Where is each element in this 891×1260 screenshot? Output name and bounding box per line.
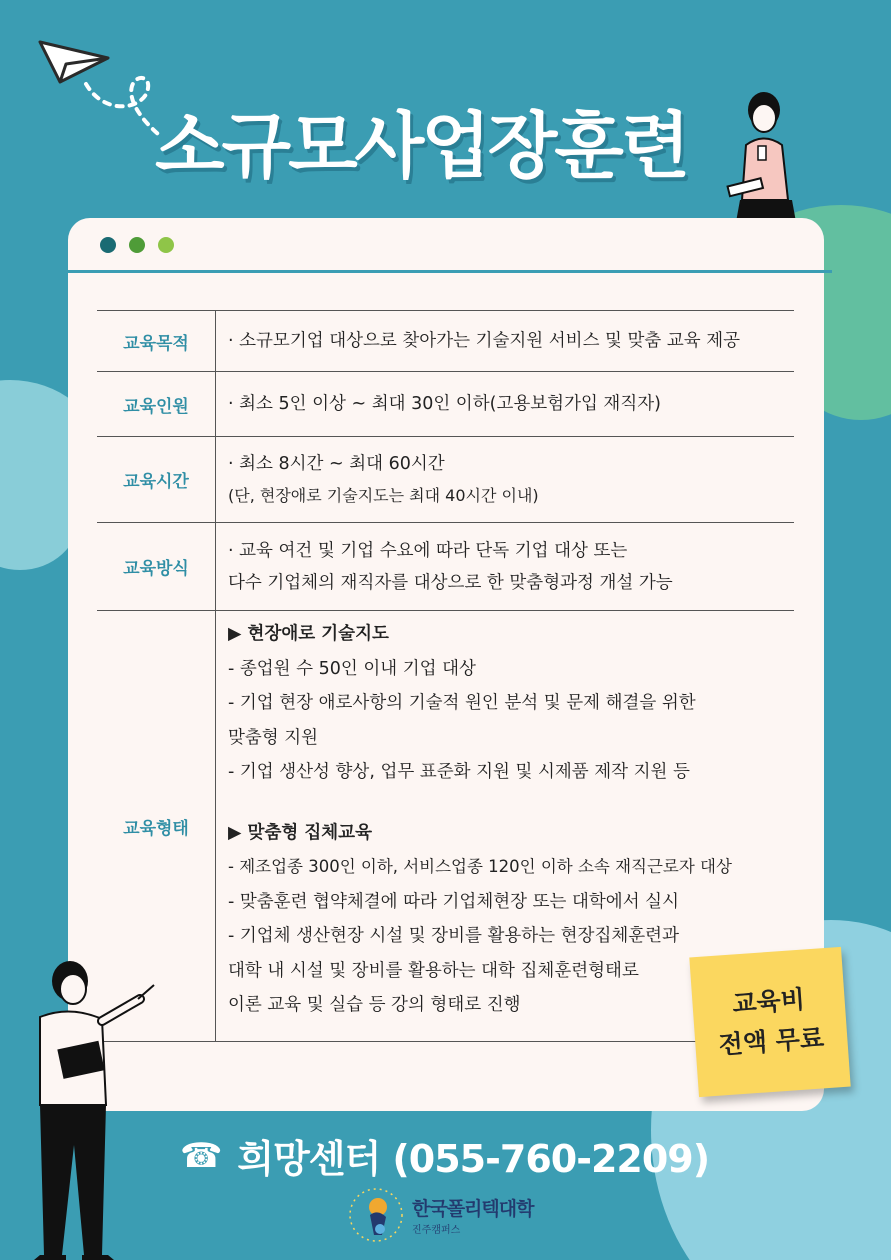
row-line: · 최소 5인 이상 ~ 최대 30인 이하(고용보험가입 재직자): [228, 394, 661, 414]
section-heading: ▶ 맞춤형 집체교육: [228, 822, 372, 843]
row-line: - 기업체 생산현장 시설 및 장비를 활용하는 현장집체훈련과: [228, 926, 679, 946]
dot-light-green: [158, 237, 174, 253]
window-dots: [100, 237, 174, 253]
logo-emblem-icon: [346, 1185, 406, 1245]
row-label: 교육시간: [97, 437, 216, 522]
table-row: [97, 437, 794, 523]
phone-icon: ☎: [180, 1135, 222, 1176]
row-line: · 소규모기업 대상으로 찾아가는 기술지원 서비스 및 맞춤 교육 제공: [228, 331, 741, 351]
row-content: [216, 523, 794, 610]
row-content: [216, 437, 794, 522]
page-title: 소규모사업장훈련: [155, 104, 688, 188]
row-line: 다수 기업체의 재직자를 대상으로 한 맞춤형과정 개설 가능: [228, 572, 673, 593]
note-line: 교육비: [731, 984, 806, 1019]
row-label: 교육형태: [97, 611, 216, 1041]
row-line: - 맞춤훈련 협약체결에 따라 기업체현장 또는 대학에서 실시: [228, 891, 679, 912]
table-row: [97, 611, 794, 1042]
row-line: - 기업 현장 애로사항의 기술적 원인 분석 및 문제 해결을 위한: [228, 693, 696, 713]
row-line: · 교육 여건 및 기업 수요에 따라 단독 기업 대상 또는: [228, 540, 628, 561]
man-pointing-illustration: [10, 955, 160, 1260]
row-label: 교육방식: [97, 523, 216, 610]
row-content: [216, 311, 794, 371]
paper-plane-icon: [36, 38, 166, 148]
note-line: 전액 무료: [717, 1023, 825, 1060]
row-line: (단, 현장애로 기술지도는 최대 40시간 이내): [228, 485, 539, 505]
row-line: - 제조업종 300인 이하, 서비스업종 120인 이하 소속 재직근로자 대상: [228, 857, 732, 876]
contact-info: [180, 1128, 740, 1183]
dot-dark-teal: [100, 237, 116, 253]
row-line: 이론 교육 및 실습 등 강의 형태로 진행: [228, 995, 521, 1015]
row-label: 교육목적: [97, 311, 216, 371]
table-row: [97, 523, 794, 611]
table-row: [97, 372, 794, 437]
card-header: [68, 218, 824, 270]
spacer: [228, 790, 794, 816]
logo-text: [412, 1194, 533, 1236]
row-line: 맞춤형 지원: [228, 727, 319, 748]
row-line: 대학 내 시설 및 장비를 활용하는 대학 집체훈련형태로: [228, 960, 639, 981]
logo-name: 한국폴리텍대학: [412, 1198, 534, 1220]
info-table: [97, 310, 794, 1042]
logo-campus: 진주캠퍼스: [412, 1225, 461, 1236]
row-line: - 종업원 수 50인 이내 기업 대상: [228, 658, 476, 679]
table-row: [97, 311, 794, 372]
card-divider: [68, 270, 832, 273]
row-label: 교육인원: [97, 372, 216, 436]
dot-green: [129, 237, 145, 253]
contact-text: 희망센터 (055-760-2209): [237, 1137, 710, 1181]
university-logo: [346, 1185, 533, 1245]
free-tuition-note: [689, 947, 850, 1097]
row-line: · 최소 8시간 ~ 최대 60시간: [228, 453, 445, 474]
row-line: - 기업 생산성 향상, 업무 표준화 지원 및 시제품 제작 지원 등: [228, 762, 690, 782]
row-content: [216, 372, 794, 436]
section-heading: ▶ 현장애로 기술지도: [228, 624, 389, 644]
